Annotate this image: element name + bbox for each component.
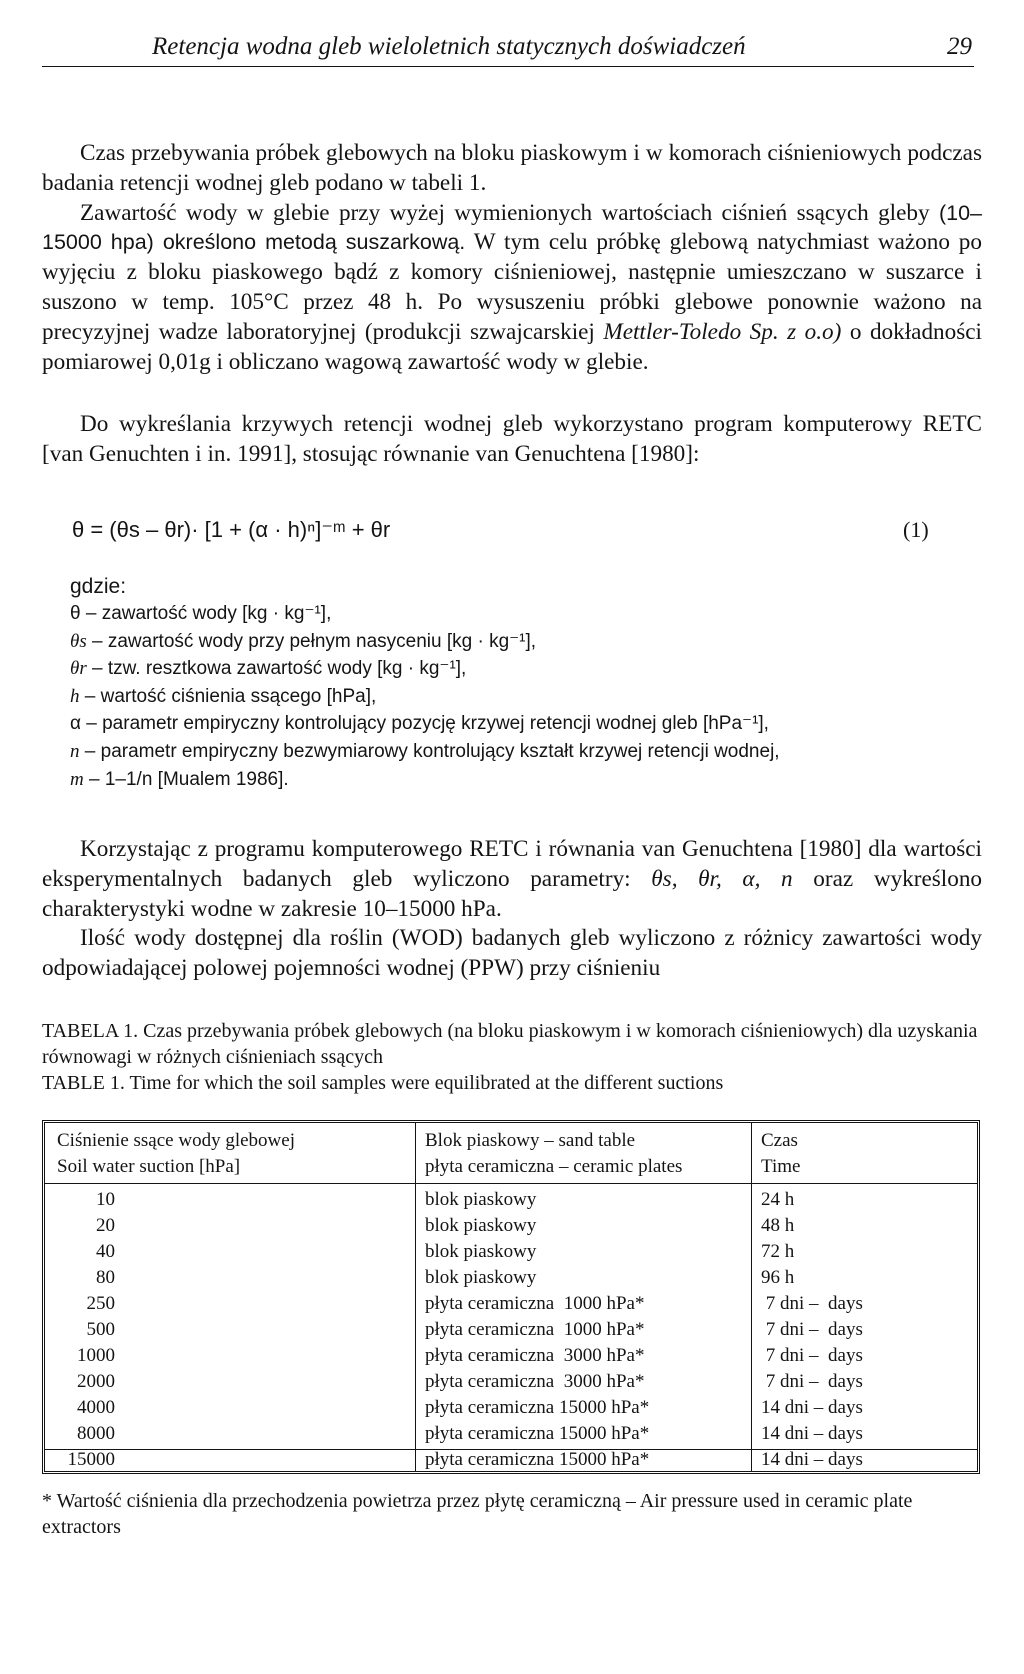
paragraph-text: Ilość wody dostępnej dla roślin (WOD) badanych gleb wyliczono z różnicy zawartości wody odpowiadającej polowej pojemności wodnej (PPW) przy ciśnieniu — [42, 925, 982, 982]
column-divider — [751, 1123, 752, 1471]
definition-text: – wartość ciśnienia ssącego [hPa], — [79, 685, 377, 707]
column-header: płyta ceramiczna – ceramic plates — [425, 1156, 683, 1177]
definition-text: – parametr empiryczny bezwymiarowy kontrolujący kształt krzywej retencji wodnej, — [79, 740, 780, 762]
table-cell: płyta ceramiczna 15000 hPa* — [425, 1449, 650, 1470]
company-name: Mettler-Toledo Sp. z o.o) — [603, 318, 842, 345]
table-cell: płyta ceramiczna 15000 hPa* — [425, 1397, 650, 1418]
table-cell: 1000 — [77, 1345, 115, 1366]
table-cell: 14 dni – days — [761, 1397, 863, 1418]
column-header: Time — [761, 1156, 801, 1177]
paragraph-retc — [42, 410, 982, 470]
table-cell: płyta ceramiczna 1000 hPa* — [425, 1293, 645, 1314]
table-caption-pl: TABELA 1. Czas przebywania próbek glebowych (na bloku piaskowym i w komorach ciśnieniowych) dla uzyskania równowagi w różnych ciśnieniach ssących — [42, 1020, 978, 1068]
definition-symbol: m — [70, 768, 84, 790]
definition-item — [70, 738, 970, 766]
table-cell: 96 h — [761, 1267, 795, 1288]
running-head-title: Retencja wodna gleb wieloletnich statycznych doświadczeń — [152, 33, 746, 60]
table-cell: 4000 — [77, 1397, 115, 1418]
definition-text: – zawartość wody przy pełnym nasyceniu [kg · kg⁻¹], — [86, 630, 537, 652]
table-cell: 7 dni – days — [761, 1319, 863, 1340]
table-cell: płyta ceramiczna 3000 hPa* — [425, 1345, 645, 1366]
paragraph-text: o dokładności pomiarowej 0,01g i obliczano wagową zawartość wody w glebie. — [42, 318, 982, 375]
definition-symbol: θs — [70, 630, 87, 652]
table-cell: 40 — [96, 1241, 115, 1262]
table-cell: 250 — [86, 1293, 115, 1314]
table-cell: płyta ceramiczna 15000 hPa* — [425, 1423, 650, 1444]
paragraph-text: Czas przebywania próbek glebowych na bloku piaskowym i w komorach ciśnieniowych podczas badania retencji wodnej gleb podano w tabeli 1. — [42, 140, 982, 196]
table-cell: 8000 — [77, 1423, 115, 1444]
paragraph-text: Zawartość wody w glebie przy wyżej wymienionych wartościach ciśnień ssących gleby — [80, 199, 930, 226]
paragraph-text: oraz wykreślono charakterystyki wodne w zakresie 10–15000 hPa. — [42, 865, 983, 922]
table-cell: 7 dni – days — [761, 1345, 863, 1366]
definitions-intro: gdzie: — [70, 575, 127, 598]
paragraph-results — [42, 835, 982, 984]
definition-item — [70, 766, 970, 794]
table-cell: 500 — [86, 1319, 115, 1340]
definition-symbol: n — [70, 740, 80, 762]
parameter-list: θs, θr, α, n — [651, 865, 793, 892]
running-head — [42, 30, 974, 67]
definition-symbol: α — [70, 713, 81, 735]
column-divider — [415, 1123, 416, 1471]
table-cell: blok piaskowy — [425, 1215, 537, 1236]
column-header: Soil water suction [hPa] — [57, 1156, 241, 1177]
table-cell: 24 h — [761, 1189, 795, 1210]
column-header: Blok piaskowy – sand table — [425, 1130, 636, 1151]
table-cell: 48 h — [761, 1215, 795, 1236]
table-cell: płyta ceramiczna 1000 hPa* — [425, 1319, 645, 1340]
definition-text: – zawartość wody [kg · kg⁻¹], — [80, 603, 332, 624]
paragraph-text: Korzystając z programu komputerowego RETC i równania van Genuchtena [1980] dla wartości eksperymentalnych badanych gleb wyliczono parametry: — [42, 836, 982, 892]
header-divider — [45, 1183, 977, 1184]
data-table — [42, 1120, 980, 1474]
table-cell: płyta ceramiczna 3000 hPa* — [425, 1371, 645, 1392]
definition-item — [70, 628, 970, 656]
definition-text: – 1–1/n [Mualem 1986]. — [83, 768, 289, 790]
definition-item — [70, 683, 970, 711]
table-cell: 7 dni – days — [761, 1293, 863, 1314]
definition-symbol: θr — [70, 658, 87, 680]
definition-item — [70, 655, 970, 683]
pressure-range: (10–15000 hpa) określono metodą suszarkową. — [42, 200, 983, 255]
definition-symbol: θ — [70, 603, 81, 624]
page-number: 29 — [947, 33, 972, 60]
column-header: Czas — [761, 1130, 798, 1151]
table-cell: 7 dni – days — [761, 1371, 863, 1392]
table-cell: 14 dni – days — [761, 1423, 863, 1444]
table-cell: 72 h — [761, 1241, 795, 1262]
table-cell: 80 — [96, 1267, 115, 1288]
equation-number: (1) — [903, 517, 929, 542]
table-caption-en: TABLE 1. Time for which the soil samples were equilibrated at the different suctions — [42, 1072, 724, 1094]
table-cell: 15000 — [67, 1449, 115, 1470]
paragraph-methods — [42, 139, 982, 377]
paragraph-text: Do wykreślania krzywych retencji wodnej gleb wykorzystano program komputerowy RETC [van Genuchten i in. 1991], stosując równanie van Genuchtena [1980]: — [42, 411, 982, 467]
table-cell: blok piaskowy — [425, 1189, 537, 1210]
definition-text: – tzw. resztkowa zawartość wody [kg · kg⁻¹], — [86, 658, 467, 680]
definition-item — [70, 600, 970, 628]
table-caption — [42, 1018, 982, 1096]
definitions-list — [70, 600, 970, 793]
table-footnote: * Wartość ciśnienia dla przechodzenia powietrza przez płytę ceramiczną – Air pressure used in ceramic plate extractors — [42, 1490, 913, 1538]
table-cell: blok piaskowy — [425, 1267, 537, 1288]
table-cell: 14 dni – days — [761, 1449, 863, 1470]
definition-symbol: h — [70, 685, 80, 707]
paragraph-text: W tym celu próbkę glebową natychmiast ważono po wyjęciu z bloku piaskowego bądź z komory ciśnieniowej, następnie umieszczano w suszarce i suszono w temp. 105°C przez 48 h. Po wysuszeniu próbki glebowe ponownie ważono na precyzyjnej wadze laboratoryjnej (produkcji szwajcarskiej — [42, 229, 982, 345]
definition-item — [70, 710, 970, 738]
table-cell: 10 — [96, 1189, 115, 1210]
equation: θ = (θs – θr)· [1 + (α · h)ⁿ]⁻ᵐ + θr — [72, 517, 391, 542]
column-header: Ciśnienie ssące wody glebowej — [57, 1130, 295, 1151]
table-cell: blok piaskowy — [425, 1241, 537, 1262]
table-cell: 20 — [96, 1215, 115, 1236]
definition-text: – parametr empiryczny kontrolujący pozycję krzywej retencji wodnej gleb [hPa⁻¹], — [80, 713, 769, 735]
table-cell: 2000 — [77, 1371, 115, 1392]
